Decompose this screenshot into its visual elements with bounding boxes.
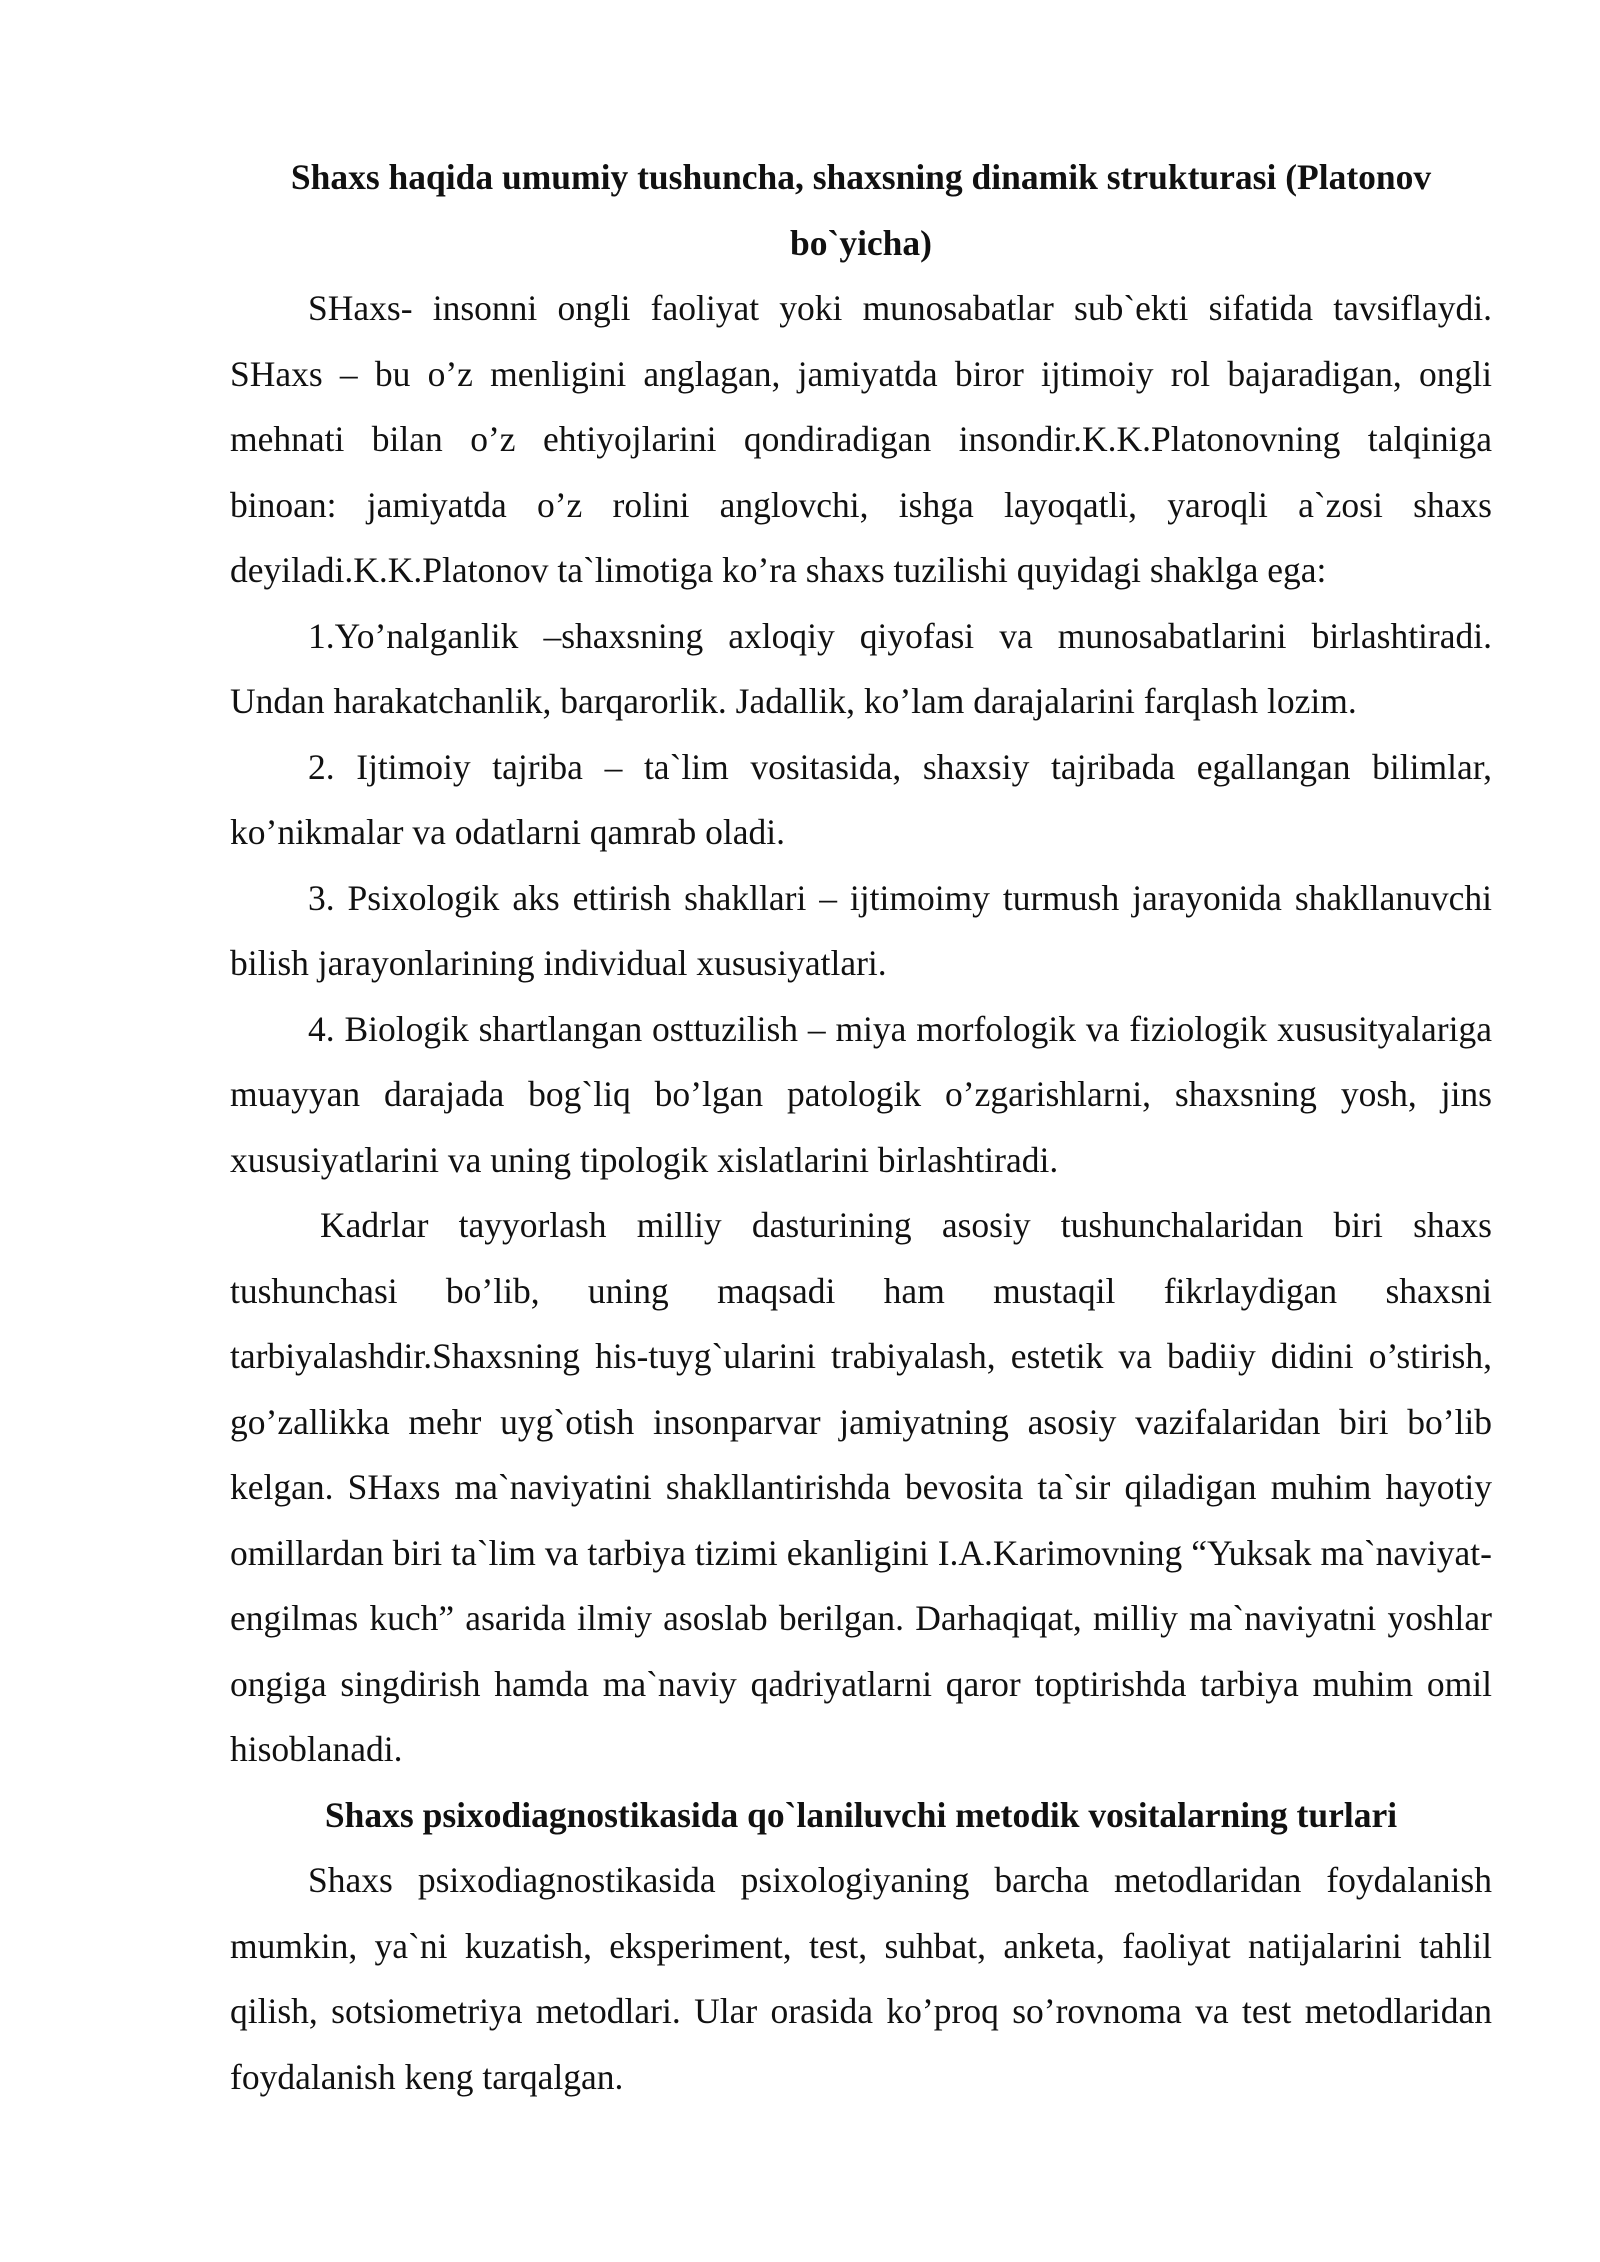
paragraph-methods: Shaxs psixodiagnostikasida psixologiyaning barcha metodlaridan foydalanish mumkin, ya`ni kuzatish, eksperiment, test, suhbat, anketa, faoliyat natijalarini tahlil qilish, sotsiometriya metodlari. Ular orasida ko’proq so’rovnoma va test metodlaridan foydalanish keng tarqalgan. xyxy=(230,1860,1492,2097)
paragraph-item-4: 4. Biologik shartlangan osttuzilish – miya morfologik va fiziologik xususityalariga muayyan darajada bog`liq bo’lgan patologik o’zgarishlarni, shaxsning yosh, jins xususiyatlarini va uning tipologik xislatlarini birlashtiradi. xyxy=(230,1008,1492,1180)
paragraph-definition: SHaxs- insonni ongli faoliyat yoki munosabatlar sub`ekti sifatida tavsiflaydi. SHaxs – bu o’z menligini anglagan, jamiyatda biror ijtimoiy rol bajaradigan, ongli mehnati bilan o’z ehtiyojlarini qondiradigan insondir.K.K.Platonovning talqiniga binoan: jamiyatda o’z rolini anglovchi, ishga layoqatli, yaroqli a`zosi shaxs deyiladi.K.K.Platonov ta`limotiga ko’ra shaxs tuzilishi quyidagi shaklga ega: xyxy=(230,288,1492,590)
paragraph-item-2: 2. Ijtimoiy tajriba – ta`lim vositasida, shaxsiy tajribada egallangan bilimlar, ko’nikmalar va odatlarni qamrab oladi. xyxy=(230,746,1492,852)
paragraph-item-1: 1.Yo’nalganlik –shaxsning axloqiy qiyofasi va munosabatlarini birlashtiradi. Undan harakatchanlik, barqarorlik. Jadallik, ko’lam darajalarini farqlash lozim. xyxy=(230,615,1492,721)
paragraph-kadrlar: Kadrlar tayyorlash milliy dasturining asosiy tushunchalaridan biri shaxs tushunchasi bo’lib, uning maqsadi ham mustaqil fikrlaydigan shaxsni tarbiyalashdir.Shaxsning his-tuyg`ularini trabiyalash, estetik va badiiy didini o’stirish, go’zallikka mehr uyg`otish insonparvar jamiyatning asosiy vazifalaridan biri bo’lib kelgan. SHaxs ma`naviyatini shakllantirishda bevosita ta`sir qiladigan muhim hayotiy omillardan biri ta`lim va tarbiya tizimi ekanligini I.A.Karimovning “Yuksak ma`naviyat-engilmas kuch” asarida ilmiy asoslab berilgan. Darhaqiqat, milliy ma`naviyatni yoshlar ongiga singdirish hamda ma`naviy qadriyatlarni qaror toptirishda tarbiya muhim omil hisoblanadi. xyxy=(230,1205,1492,1769)
paragraph-item-3: 3. Psixologik aks ettirish shakllari – ijtimoimy turmush jarayonida shakllanuvchi bilish jarayonlarining individual xususiyatlari. xyxy=(230,877,1492,983)
section-subtitle: Shaxs psixodiagnostikasida qo`laniluvchi metodik vositalarning turlari xyxy=(324,1794,1398,1835)
document-title: Shaxs haqida umumiy tushuncha, shaxsning dinamik strukturasi (Platonov bo`yicha) xyxy=(290,157,1432,263)
document-page xyxy=(230,145,1492,2110)
